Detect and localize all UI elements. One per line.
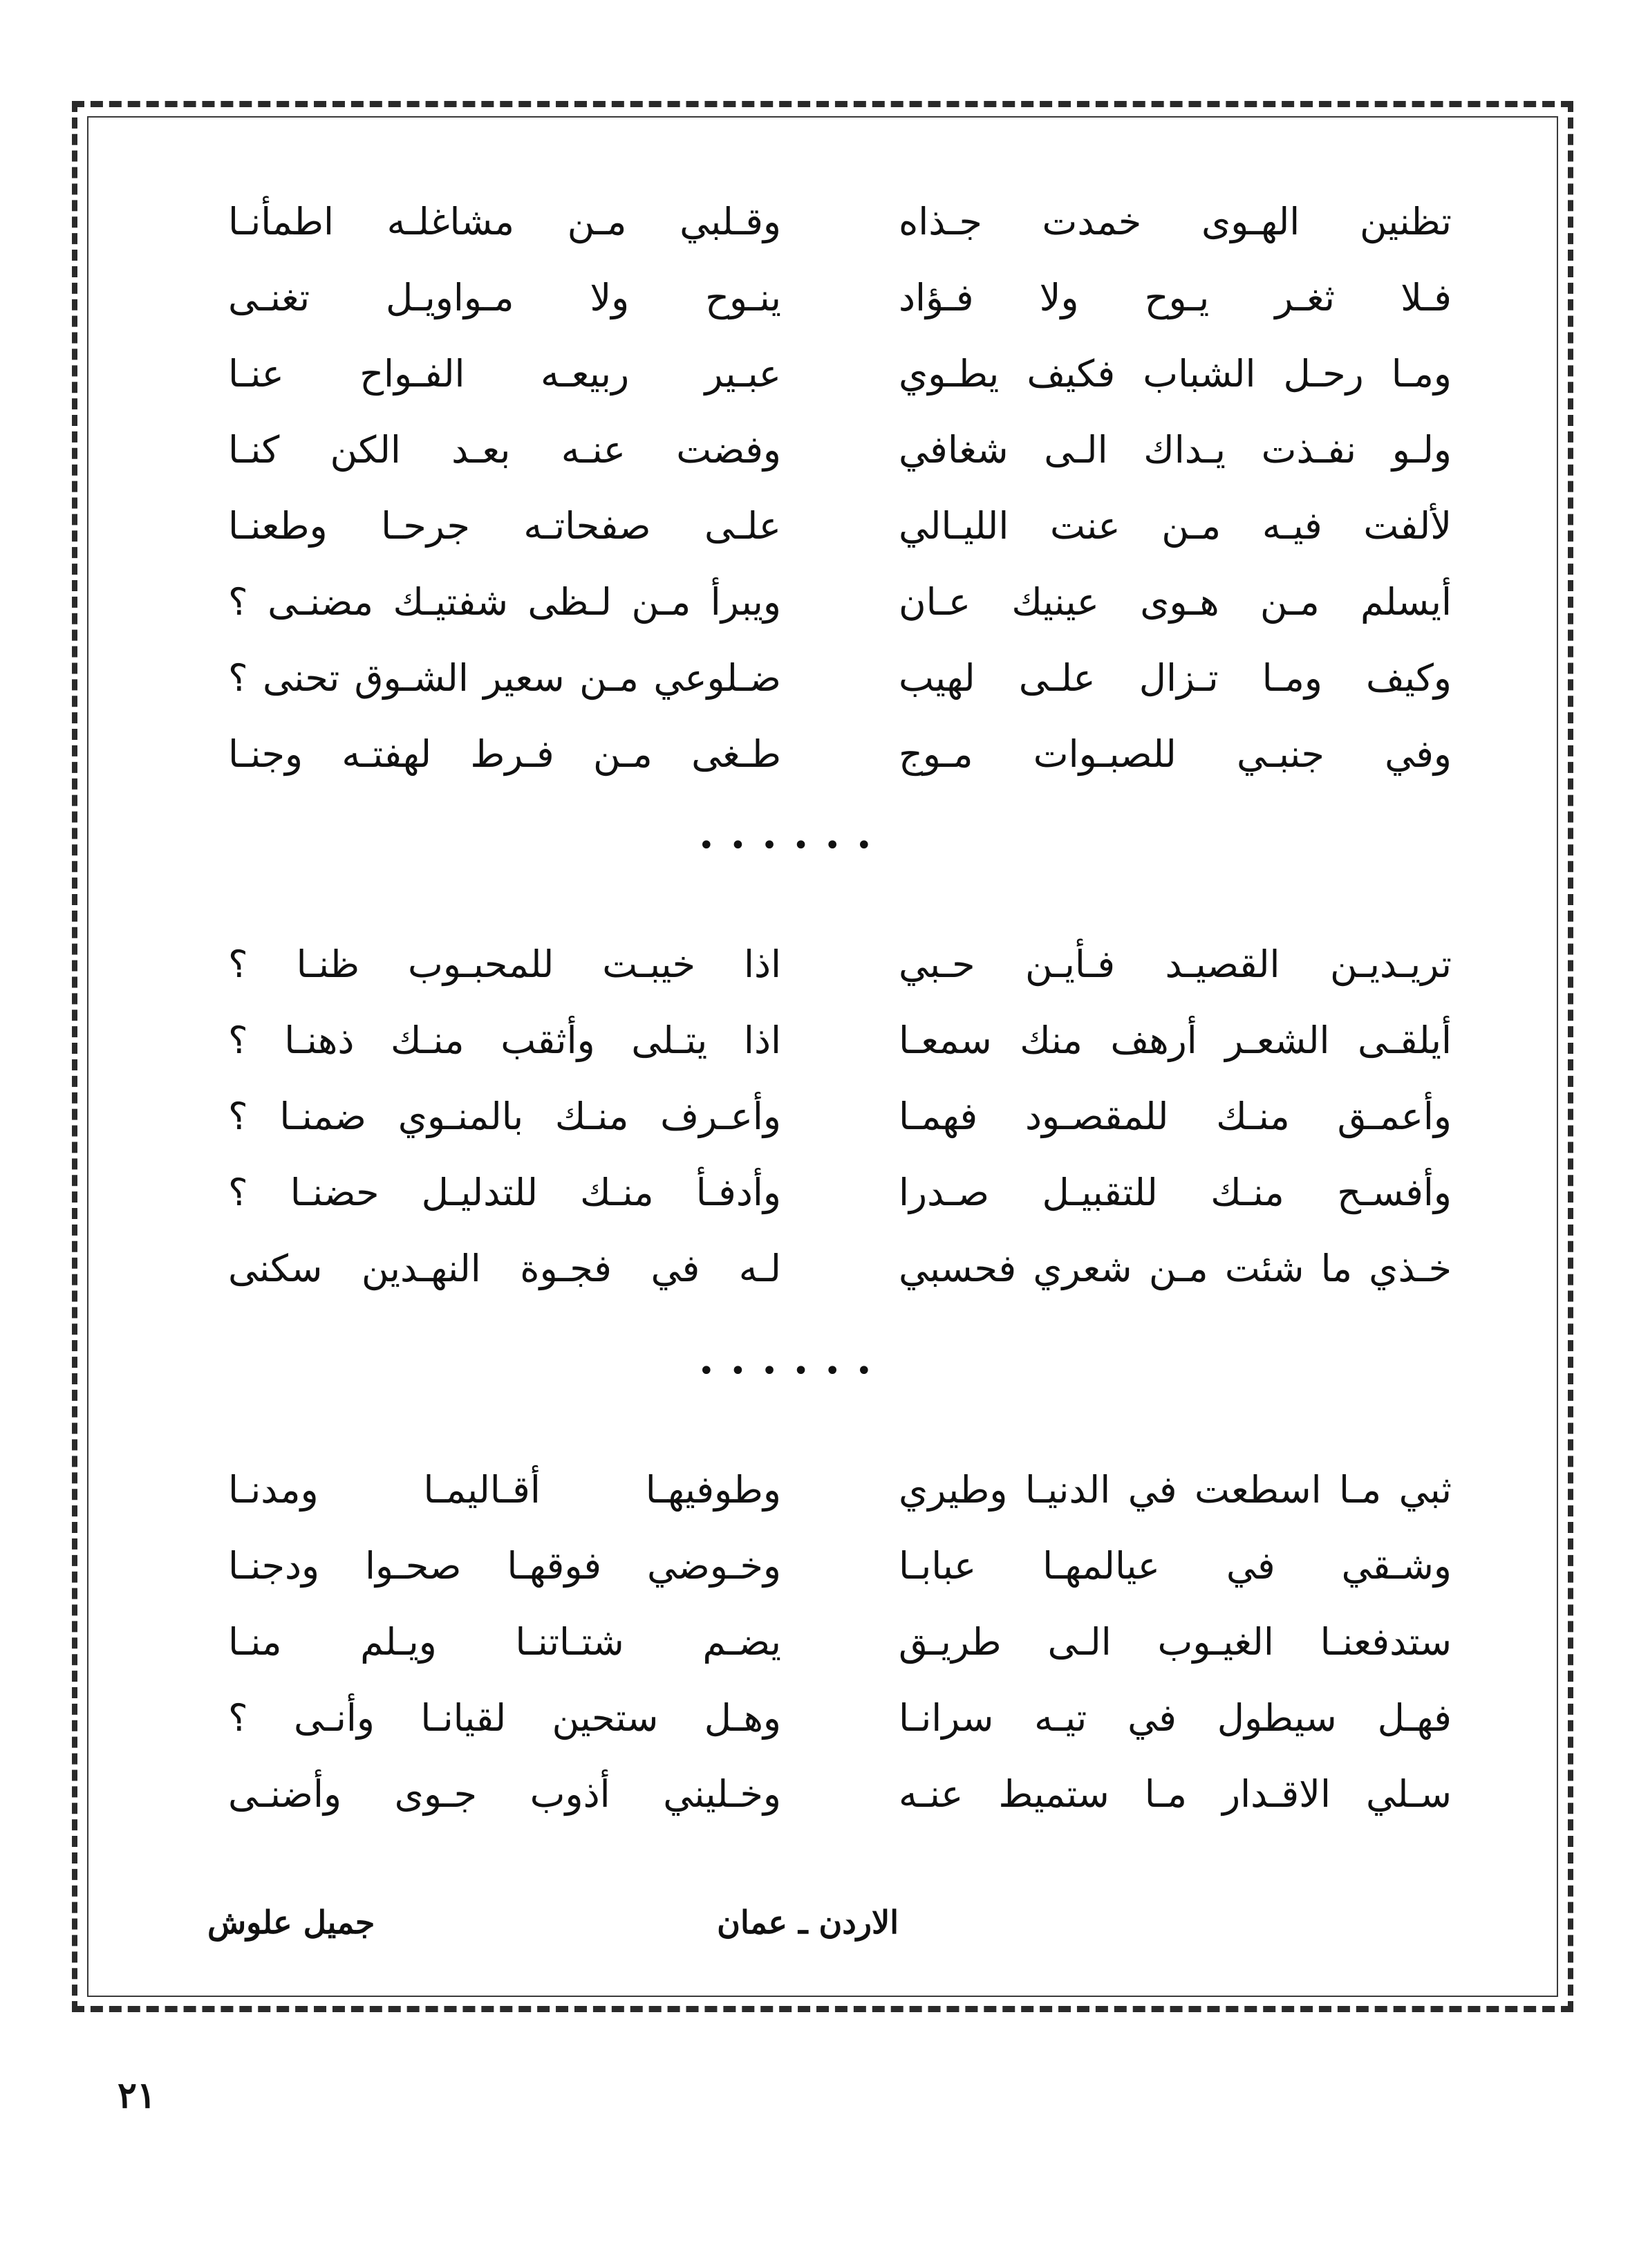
hemistich-right: تظنين الهـوى خمدت جـذاه xyxy=(899,200,1452,243)
verse xyxy=(207,640,1452,716)
verse xyxy=(207,260,1452,336)
verse xyxy=(207,1003,1452,1079)
hemistich-left: يضـم شتـاتنـا ويـلم منـا xyxy=(228,1620,781,1664)
hemistich-right: لألفت فيـه مـن عنت الليـالي xyxy=(899,504,1452,548)
hemistich-left: علـى صفحاتـه جرحـا وطعنـا xyxy=(228,504,781,548)
verse xyxy=(207,1231,1452,1307)
hemistich-right: وأعمـق منـك للمقصـود فهمـا xyxy=(899,1095,1452,1138)
stanza-separator: •••••• xyxy=(698,1355,888,1387)
hemistich-right: تريـديـن القصيـد فـأيـن حـبي xyxy=(899,942,1452,986)
hemistich-right: وكيف ومـا تـزال علـى لهيب xyxy=(899,656,1452,700)
verse xyxy=(207,412,1452,488)
stanza-3 xyxy=(207,1452,1452,1832)
signature-place: الاردن ـ عمان xyxy=(717,1904,899,1941)
hemistich-right: خـذي ما شئت مـن شعري فحسبي xyxy=(899,1247,1452,1290)
hemistich-right: أيسلم مـن هـوى عينيك عـان xyxy=(899,580,1452,624)
hemistich-left: لـه في فجـوة النهـدين سكنى xyxy=(228,1247,781,1290)
hemistich-right: ثبي مـا اسطعت في الدنيـا وطيري xyxy=(899,1468,1452,1512)
poet-name: جميل علوش xyxy=(207,1904,375,1941)
hemistich-left: وأدفـأ منـك للتدليـل حضنـا ؟ xyxy=(228,1171,781,1214)
verse xyxy=(207,488,1452,564)
verse xyxy=(207,1528,1452,1604)
hemistich-left: وطوفيهـا أقـاليمـا ومدنـا xyxy=(228,1468,781,1512)
hemistich-right: سـلي الاقـدار مـا ستميط عنـه xyxy=(899,1772,1452,1816)
hemistich-left: ضـلوعي مـن سعير الشـوق تحنى ؟ xyxy=(228,656,781,700)
verse xyxy=(207,1756,1452,1832)
verse xyxy=(207,184,1452,260)
hemistich-right: ومـا رحـل الشباب فكيف يطـوي xyxy=(899,352,1452,396)
hemistich-right: فهـل سيطول في تيـه سرانـا xyxy=(899,1696,1452,1740)
hemistich-right: وشـقي في عيالمهـا عبابـا xyxy=(899,1544,1452,1588)
verse xyxy=(207,1452,1452,1528)
hemistich-right: ولـو نفـذت يـداك الـى شغافي xyxy=(899,428,1452,472)
verse xyxy=(207,1680,1452,1756)
hemistich-right: وأفسـح منـك للتقبيـل صـدرا xyxy=(899,1171,1452,1214)
hemistich-left: وخـوضي فوقهـا صحـوا ودجنـا xyxy=(228,1544,781,1588)
hemistich-left: اذا يتـلى وأثقب منـك ذهنـا ؟ xyxy=(228,1019,781,1062)
hemistich-left: عبـير ربيعـه الفـواح عنـا xyxy=(228,352,781,396)
verse xyxy=(207,1079,1452,1155)
hemistich-left: وخـليني أذوب جـوى وأضنـى xyxy=(228,1772,781,1816)
hemistich-right: أيلقـى الشعـر أرهف منك سمعـا xyxy=(899,1019,1452,1062)
page-number: ٢١ xyxy=(118,2074,156,2117)
verse xyxy=(207,716,1452,792)
stanza-2 xyxy=(207,927,1452,1307)
hemistich-left: طـغى مـن فـرط لهفتـه وجنـا xyxy=(228,732,781,776)
signature-line xyxy=(207,1895,899,1950)
hemistich-right: وفي جنبـي للصبـوات مـوج xyxy=(899,732,1452,776)
hemistich-left: وفضت عنـه بعـد الكن كنـا xyxy=(228,428,781,472)
verse xyxy=(207,564,1452,640)
hemistich-left: ويبرأ مـن لـظى شفتيـك مضنـى ؟ xyxy=(228,580,781,624)
stanza-separator: •••••• xyxy=(698,830,888,862)
hemistich-left: وقـلبي مـن مشاغلـه اطمأنـا xyxy=(228,200,781,243)
hemistich-left: اذا خيبـت للمحبـوب ظنـا ؟ xyxy=(228,942,781,986)
verse xyxy=(207,1604,1452,1680)
stanza-1 xyxy=(207,184,1452,792)
hemistich-left: ينـوح ولا مـواويـل تغنـى xyxy=(228,276,781,319)
hemistich-left: وهـل ستحين لقيانـا وأنـى ؟ xyxy=(228,1696,781,1740)
verse xyxy=(207,927,1452,1003)
hemistich-right: فـلا ثغـر يـوح ولا فـؤاد xyxy=(899,276,1452,319)
hemistich-right: ستدفعنـا الغيـوب الـى طريـق xyxy=(899,1620,1452,1664)
verse xyxy=(207,336,1452,412)
hemistich-left: وأعـرف منـك بالمنـوي ضمنـا ؟ xyxy=(228,1095,781,1138)
verse xyxy=(207,1155,1452,1231)
